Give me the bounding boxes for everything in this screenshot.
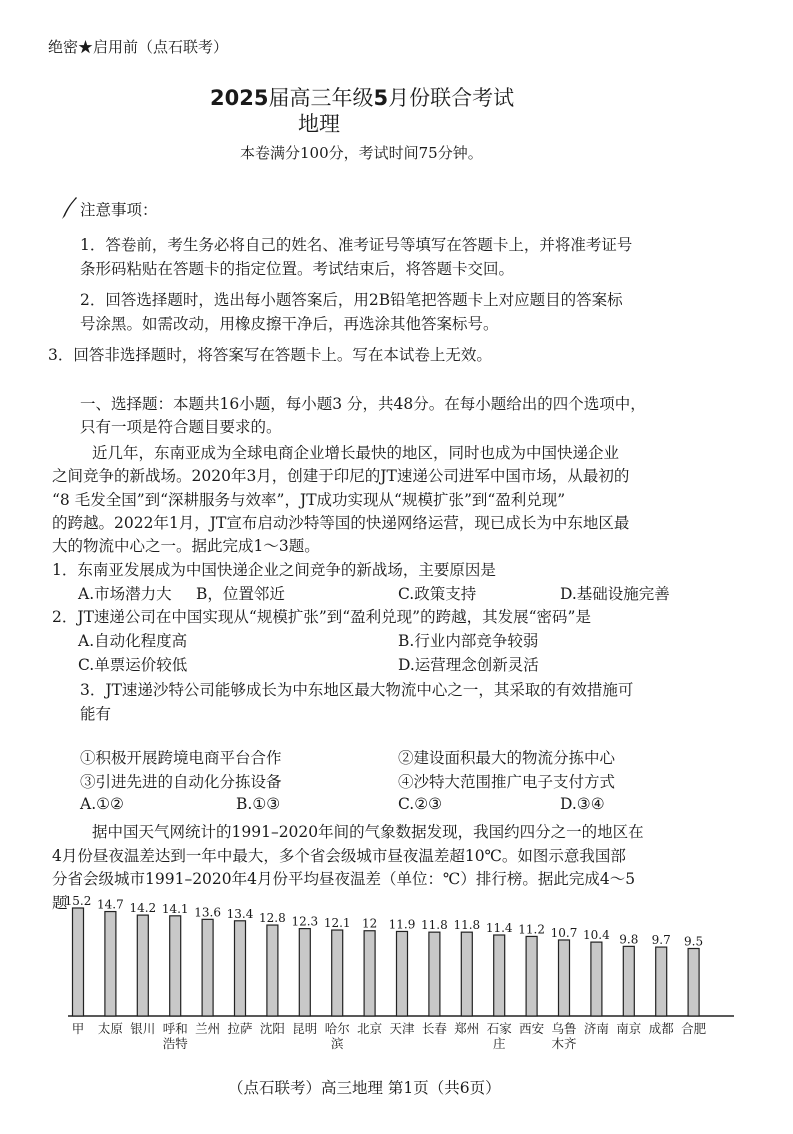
q3-option-a: A.①② bbox=[80, 795, 124, 813]
chart-bar bbox=[267, 925, 278, 1016]
chart-category-label: 银川 bbox=[130, 1021, 156, 1036]
passage1-line4: 的跨越。2022年1月，JT宣布启动沙特等国的快递网络运营，现已成长为中东地区最 bbox=[52, 514, 630, 532]
temperature-range-bar-chart bbox=[48, 888, 738, 1060]
q1-stem: 1．东南亚发展成为中国快递企业之间竞争的新战场，主要原因是 bbox=[52, 561, 496, 579]
passage1-line3: “8 毛发全国”到“深耕服务与效率”，JT成功实现从“规模扩张”到“盈利兑现” bbox=[52, 491, 566, 509]
chart-bar bbox=[656, 947, 667, 1016]
chart-bar bbox=[526, 936, 537, 1016]
chart-bar bbox=[137, 915, 148, 1016]
q2-option-d: D.运营理念创新灵活 bbox=[398, 656, 539, 674]
notice-item-1b: 条形码粘贴在答题卡的指定位置。考试结束后，将答题卡交回。 bbox=[80, 260, 515, 278]
q3-stem-line1: 3．JT速递沙特公司能够成长为中东地区最大物流中心之一，其采取的有效措施可 bbox=[80, 681, 634, 699]
chart-bar bbox=[559, 940, 570, 1016]
chart-bar bbox=[397, 931, 408, 1016]
title-end: 月份联合考试 bbox=[388, 86, 515, 110]
chart-category-label: 滨 bbox=[330, 1036, 344, 1051]
passage2-line4: 题 bbox=[52, 894, 68, 912]
notice-item-1a: 1．答卷前，考生务必将自己的姓名、准考证号等填写在答题卡上，并将准考证号 bbox=[80, 236, 633, 254]
q2-stem: 2．JT速递公司在中国实现从“规模扩张”到“盈利兑现”的跨越，其发展“密码”是 bbox=[52, 608, 591, 626]
chart-value-label: 12.3 bbox=[291, 914, 319, 929]
chart-bar bbox=[235, 921, 246, 1016]
title-mid: 届高三年级 bbox=[268, 86, 374, 110]
chart-category-label: 庄 bbox=[492, 1036, 506, 1051]
chart-bar bbox=[332, 930, 343, 1016]
notice-item-3: 3．回答非选择题时，将答案写在答题卡上。写在本试卷上无效。 bbox=[48, 346, 492, 364]
passage1-line5: 大的物流中心之一。据此完成1～3题。 bbox=[52, 537, 320, 555]
chart-category-label: 南京 bbox=[616, 1021, 642, 1036]
chart-category-label: 兰州 bbox=[195, 1021, 221, 1036]
chart-value-label: 11.4 bbox=[485, 921, 513, 935]
chart-category-label: 浩特 bbox=[162, 1036, 188, 1051]
q3-statement-4: ④沙特大范围推广电子支付方式 bbox=[398, 773, 616, 791]
chart-value-label: 12.1 bbox=[323, 916, 351, 931]
notice-item-2a: 2．回答选择题时，选出每小题答案后，用2B铅笔把答题卡上对应题目的答案标 bbox=[80, 291, 623, 309]
q1-option-b: B，位置邻近 bbox=[196, 585, 285, 603]
chart-category-label: 木齐 bbox=[551, 1036, 577, 1051]
chart-category-label: 呼和 bbox=[162, 1021, 188, 1036]
chart-category-label: 哈尔 bbox=[324, 1021, 350, 1036]
chart-bar bbox=[202, 919, 213, 1016]
chart-value-label: 10.7 bbox=[550, 925, 578, 940]
exam-title bbox=[210, 82, 514, 112]
chart-category-label: 北京 bbox=[357, 1021, 383, 1036]
chart-value-label: 9.5 bbox=[684, 934, 704, 949]
q3-option-d: D.③④ bbox=[560, 795, 605, 813]
chart-value-label: 11.2 bbox=[518, 922, 545, 937]
chart-category-label: 乌鲁 bbox=[551, 1021, 577, 1036]
q3-stem-line2: 能有 bbox=[80, 705, 112, 723]
notice-heading bbox=[60, 198, 158, 220]
chart-bar bbox=[688, 949, 699, 1017]
q2-option-a: A.自动化程度高 bbox=[78, 632, 188, 650]
chart-category-label: 西安 bbox=[519, 1021, 545, 1036]
chart-bar bbox=[73, 908, 84, 1016]
chart-bar bbox=[170, 916, 181, 1016]
chart-bar bbox=[299, 929, 310, 1016]
notice-item-2b: 号涂黑。如需改动，用橡皮擦干净后，再选涂其他答案标号。 bbox=[80, 315, 499, 333]
passage2-line3: 分省会级城市1991–2020年4月份平均昼夜温差（单位：℃）排行榜。据此完成4～5 bbox=[52, 870, 636, 888]
chart-bar bbox=[623, 946, 634, 1016]
chart-bar bbox=[461, 932, 472, 1016]
chart-value-label: 11.8 bbox=[453, 918, 481, 933]
chart-value-label: 10.4 bbox=[583, 928, 610, 943]
notice-heading-text: 注意事项： bbox=[80, 201, 158, 219]
chart-bar bbox=[364, 931, 375, 1016]
passage1-line2: 之间竞争的新战场。2020年3月，创建于印尼的JT速递公司进军中国市场，从最初的 bbox=[52, 467, 630, 485]
chart-category-label: 济南 bbox=[583, 1021, 609, 1036]
chart-value-label: 11.9 bbox=[388, 917, 416, 932]
q2-option-c: C.单票运价较低 bbox=[78, 656, 188, 674]
q2-option-b: B.行业内部竞争较弱 bbox=[398, 632, 539, 650]
chart-bar bbox=[591, 942, 602, 1016]
chart-category-label: 甲 bbox=[71, 1021, 85, 1036]
chart-value-label: 13.6 bbox=[194, 905, 221, 920]
score-line: 本卷满分100分，考试时间75分钟。 bbox=[240, 144, 483, 162]
chart-category-label: 天津 bbox=[389, 1021, 415, 1036]
chart-value-label: 12.8 bbox=[259, 911, 286, 926]
q1-option-d: D.基础设施完善 bbox=[560, 585, 670, 603]
chart-category-label: 石家 bbox=[486, 1021, 512, 1036]
chart-value-label: 9.7 bbox=[651, 933, 671, 948]
passage1-line1: 近几年，东南亚成为全球电商企业增长最快的地区，同时也成为中国快递企业 bbox=[92, 444, 620, 462]
chart-category-label: 太原 bbox=[97, 1021, 123, 1036]
chart-category-label: 成都 bbox=[648, 1021, 674, 1036]
confidential-label: 绝密★启用前（点石联考） bbox=[48, 38, 229, 56]
pen-icon bbox=[60, 196, 78, 220]
chart-value-label: 14.7 bbox=[97, 897, 124, 912]
q3-option-b: B.①③ bbox=[236, 795, 281, 813]
title-year: 2025 bbox=[210, 86, 269, 110]
chart-category-label: 郑州 bbox=[454, 1021, 480, 1036]
q3-option-c: C.②③ bbox=[398, 795, 443, 813]
chart-category-label: 沈阳 bbox=[259, 1021, 285, 1036]
chart-value-label: 12 bbox=[361, 916, 378, 931]
q1-option-c: C.政策支持 bbox=[398, 585, 477, 603]
q1-option-a: A.市场潜力大 bbox=[78, 585, 172, 603]
q3-statement-1: ①积极开展跨境电商平台合作 bbox=[80, 749, 282, 767]
title-month: 5 bbox=[373, 86, 389, 110]
chart-category-label: 长春 bbox=[421, 1021, 447, 1036]
passage2-line1: 据中国天气网统计的1991–2020年间的气象数据发现，我国约四分之一的地区在 bbox=[92, 823, 644, 841]
chart-value-label: 14.1 bbox=[161, 901, 189, 916]
chart-value-label: 13.4 bbox=[226, 906, 254, 921]
q3-statement-2: ②建设面积最大的物流分拣中心 bbox=[398, 749, 616, 767]
chart-category-label: 拉萨 bbox=[227, 1021, 253, 1036]
chart-category-label: 昆明 bbox=[292, 1021, 318, 1036]
chart-category-label: 合肥 bbox=[681, 1021, 707, 1036]
section-heading-line2: 只有一项是符合题目要求的。 bbox=[80, 418, 282, 436]
page-footer: （点石联考）高三地理 第1页（共6页） bbox=[228, 1079, 501, 1097]
chart-value-label: 11.8 bbox=[421, 918, 448, 933]
chart-value-label: 14.2 bbox=[129, 901, 157, 916]
chart-value-label: 9.8 bbox=[619, 932, 639, 947]
chart-bar bbox=[429, 932, 440, 1016]
chart-bar bbox=[105, 912, 116, 1016]
subject-title: 地理 bbox=[298, 112, 340, 136]
chart-value-label: 15.2 bbox=[64, 894, 92, 908]
passage2-line2: 4月份昼夜温差达到一年中最大，多个省会级城市昼夜温差超10℃。如图示意我国部 bbox=[52, 847, 626, 865]
chart-bar bbox=[494, 935, 505, 1016]
section-heading-line1: 一、选择题：本题共16小题，每小题3 分，共48分。在每小题给出的四个选项中， bbox=[80, 395, 646, 413]
q3-statement-3: ③引进先进的自动化分拣设备 bbox=[80, 773, 282, 791]
